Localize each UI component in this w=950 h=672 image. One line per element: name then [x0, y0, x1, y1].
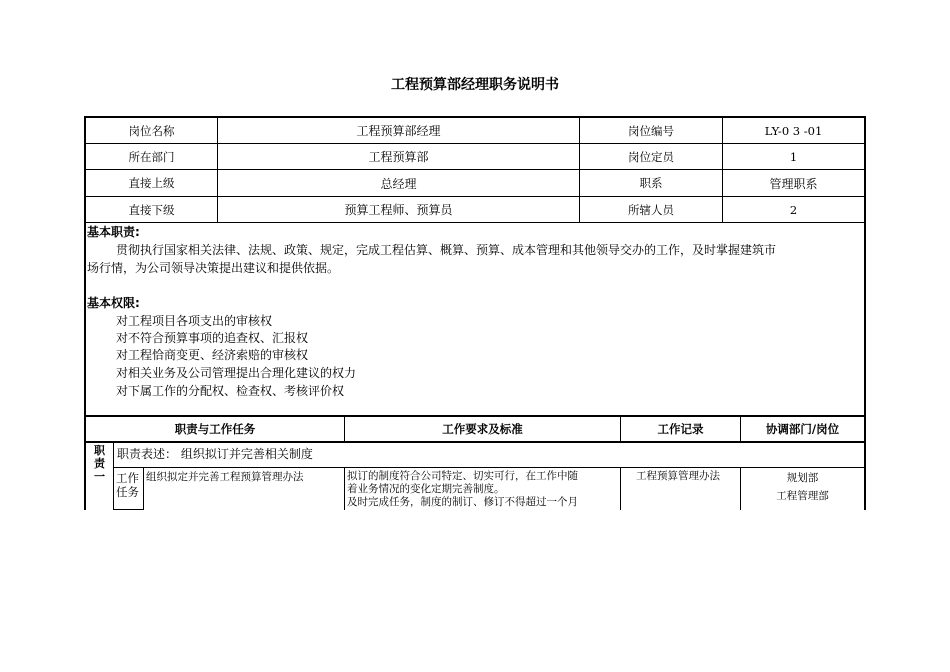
- value-staff-count: 2: [789, 202, 798, 217]
- duty-label: 一: [94, 470, 105, 483]
- label-position-code: 岗位编号: [628, 123, 674, 138]
- task-text: 组织拟定并完善工程预算管理办法: [146, 471, 304, 483]
- table-border-right: [864, 116, 866, 510]
- document-title: 工程预算部经理职务说明书: [391, 77, 559, 93]
- col-divider: [620, 467, 621, 510]
- duty-label: 责: [94, 457, 105, 470]
- duty-label: 职: [94, 444, 105, 457]
- col-divider: [143, 467, 144, 510]
- label-department: 所在部门: [128, 149, 175, 164]
- value-department: 工程预算部: [368, 150, 429, 164]
- label-job-family: 职系: [639, 176, 663, 190]
- header-work-record: 工作记录: [657, 422, 704, 436]
- work-record-text: 工程预算管理办法: [636, 470, 720, 482]
- task-label: 工作: [116, 471, 139, 485]
- basic-rights-item: 对不符合预算事项的追查权、汇报权: [116, 331, 309, 345]
- coordination-text: 规划部: [786, 471, 819, 484]
- duty-header-bottom: [85, 441, 866, 443]
- duty-description: 职责表述： 组织拟订并完善相关制度: [117, 447, 313, 461]
- basic-rights-item: 对工程项目各项支出的审核权: [116, 314, 273, 328]
- value-direct-subordinates: 预算工程师、预算员: [344, 203, 453, 217]
- requirement-text: 及时完成任务，制度的制订、修订不得超过一个月: [347, 496, 578, 508]
- basic-rights-item: 对相关业务及公司管理提出合理化建议的权力: [116, 366, 357, 380]
- label-position-name: 岗位名称: [128, 123, 175, 138]
- label-headcount: 岗位定员: [628, 149, 674, 164]
- requirement-text: 拟订的制度符合公司特定、切实可行，在工作中随: [347, 470, 578, 482]
- value-position-code: LY-0 3 -01: [764, 123, 823, 138]
- label-direct-subordinates: 直接下级: [128, 202, 175, 217]
- row-divider: [85, 222, 866, 223]
- basic-rights-item: 对工程恰商变更、经济索赔的审核权: [116, 348, 309, 362]
- header-duties-tasks: 职责与工作任务: [174, 422, 256, 436]
- basic-duties-heading: 基本职责:: [87, 225, 140, 239]
- col-divider: [344, 467, 345, 510]
- header-coordination: 协调部门/岗位: [765, 422, 840, 436]
- basic-duties-text: 贯彻执行国家相关法律、法规、政策、规定，完成工程估算、概算、预算、成本管理和其他领导交办的工作，及时掌握建筑市: [116, 243, 777, 257]
- row-divider: [113, 509, 144, 510]
- basic-duties-text: 场行情，为公司领导决策提出建议和提供依据。: [87, 261, 340, 275]
- value-headcount: 1: [789, 149, 798, 164]
- header-requirements: 工作要求及标准: [442, 422, 523, 436]
- basic-rights-heading: 基本权限:: [87, 296, 140, 310]
- row-divider: [113, 467, 865, 468]
- coordination-text: 工程管理部: [776, 489, 829, 502]
- col-divider: [113, 442, 114, 510]
- value-direct-superior: 总经理: [380, 176, 417, 191]
- task-label: 任务: [116, 485, 139, 499]
- value-job-family: 管理职系: [769, 176, 818, 191]
- label-direct-superior: 直接上级: [128, 176, 175, 190]
- basic-rights-item: 对下属工作的分配权、检查权、考核评价权: [116, 384, 345, 398]
- requirement-text: 着业务情况的变化定期完善制度。: [347, 483, 505, 495]
- value-position-name: 工程预算部经理: [356, 124, 441, 138]
- label-staff-count: 所辖人员: [628, 202, 674, 217]
